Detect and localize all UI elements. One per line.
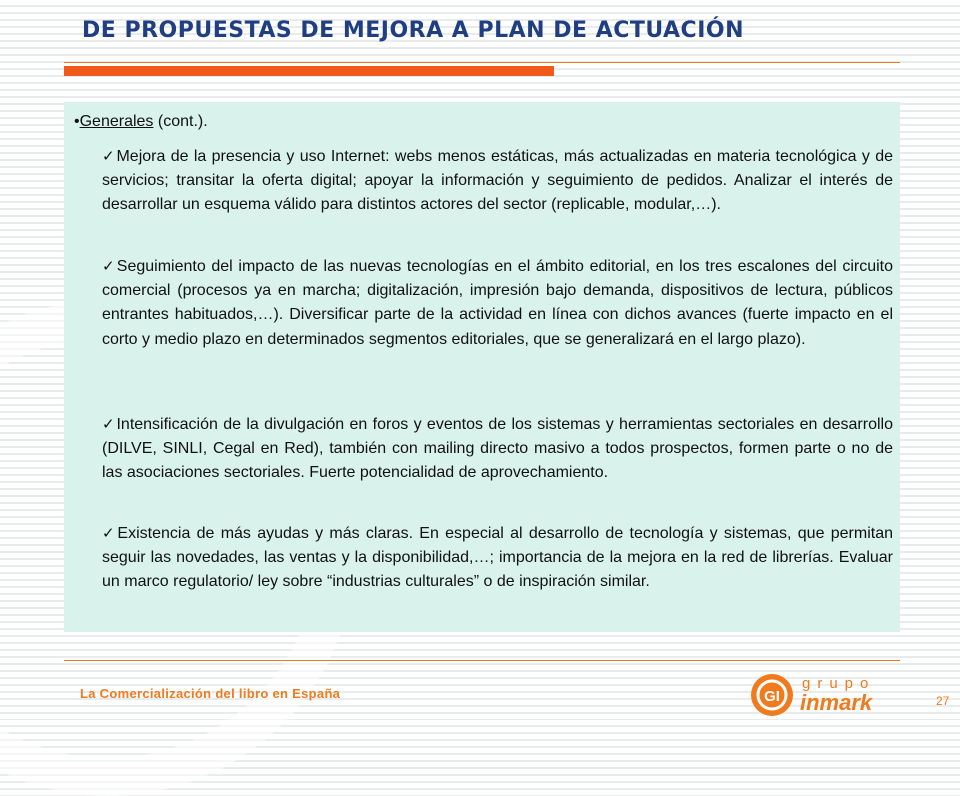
list-item-text: Mejora de la presencia y uso Internet: webs menos estáticas, más actualizadas en materia tecnológica y de servicios; transitar la oferta digital; apoyar la información y seguimiento de pedidos. Analizar el interés de desarrollar un esquema válido para distintos actores del sector (replicable, modular,…). bbox=[102, 148, 893, 214]
list-item-text: Seguimiento del impacto de las nuevas tecnologías en el ámbito editorial, en los tres escalones del circuito comercial (procesos ya en marcha; digitalización, impresión bajo demanda, dispositivos de lectura, públicos entrantes habituados,…). Diversificar parte de la actividad en línea con dichos avances (fuerte impacto en el corto y medio plazo en determinados segmentos editoriales, que se generalizará en el largo plazo). bbox=[102, 258, 893, 348]
checkmark-icon: ✓ bbox=[102, 525, 117, 542]
checkmark-icon: ✓ bbox=[102, 148, 116, 165]
logo-name: inmark bbox=[800, 690, 873, 715]
bullet-suffix: (cont.). bbox=[153, 113, 208, 130]
footer-divider-line bbox=[64, 660, 900, 661]
generales-link[interactable]: Generales bbox=[79, 113, 154, 130]
page-number: 27 bbox=[936, 694, 950, 708]
bullet-marker: • bbox=[74, 113, 80, 130]
title-accent-bar bbox=[64, 66, 554, 76]
grupo-inmark-logo bbox=[748, 670, 908, 720]
list-item bbox=[102, 255, 893, 352]
title-divider-line bbox=[64, 62, 900, 63]
list-item bbox=[102, 522, 893, 595]
footer-title: La Comercialización del libro en España bbox=[80, 686, 341, 701]
checkmark-icon: ✓ bbox=[102, 416, 116, 433]
list-item-text: Existencia de más ayudas y más claras. En especial al desarrollo de tecnología y sistemas, que permitan seguir las novedades, las ventas y la disponibilidad,…; importancia de la mejora en la red de librerías. Evaluar un marco regulatorio/ ley sobre “industrias culturales” o de inspiración similar. bbox=[102, 525, 893, 591]
checkmark-icon: ✓ bbox=[102, 258, 116, 275]
list-item bbox=[102, 145, 893, 218]
list-item bbox=[102, 413, 893, 486]
logo-top-text: grupo bbox=[802, 675, 876, 692]
logo-monogram: GI bbox=[764, 688, 780, 705]
list-item-text: Intensificación de la divulgación en foros y eventos de los sistemas y herramientas sectoriales en desarrollo (DILVE, SINLI, Cegal en Red), también con mailing directo masivo a todos prospectos, formen parte o no de las asociaciones sectoriales. Fuerte potencialidad de aprovechamiento. bbox=[102, 416, 893, 482]
bullet-heading bbox=[74, 113, 208, 131]
page-title: DE PROPUESTAS DE MEJORA A PLAN DE ACTUACIÓN bbox=[82, 18, 745, 43]
